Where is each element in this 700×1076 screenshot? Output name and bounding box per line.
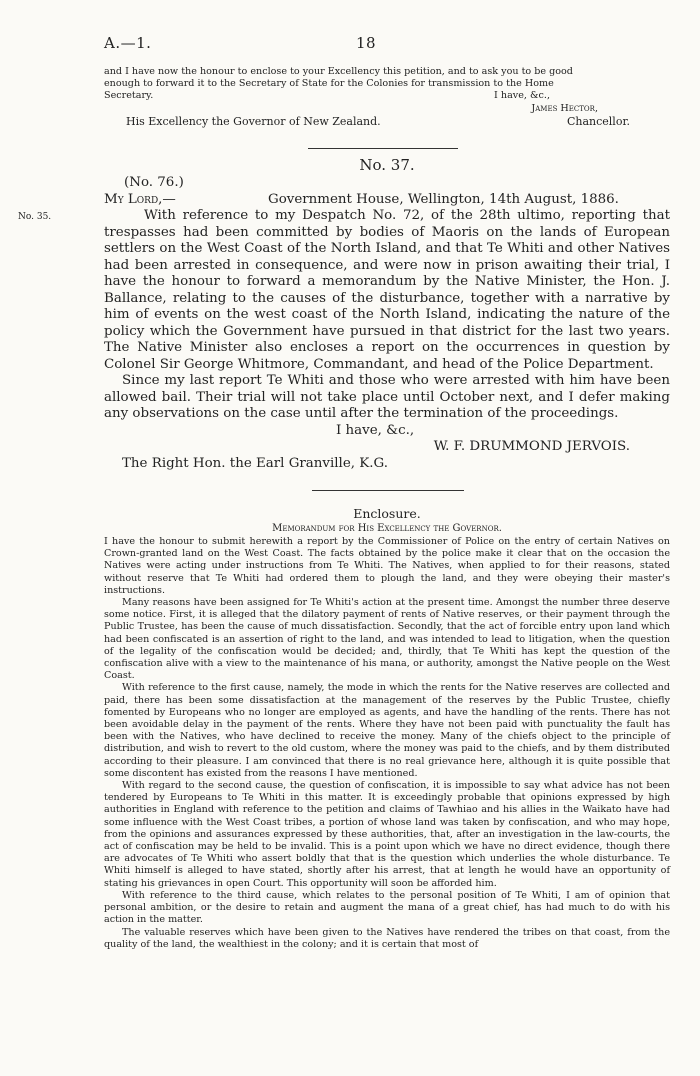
- enclosure: [104, 506, 670, 951]
- addressee-row: [104, 115, 670, 129]
- memo-paragraph: The valuable reserves which have been given to the Natives have rendered the tribes on that coast, from the quality of the land, the wealthiest in the colony; and it is certain that most of: [104, 926, 670, 950]
- signer-role: Chancellor.: [566, 114, 630, 128]
- document-number: No. 37.: [359, 156, 415, 174]
- text-line: and I have now the honour to enclose to your Excellency this petition, and to ask you to be good: [104, 66, 573, 77]
- memo-paragraph: I have the honour to submit herewith a report by the Commissioner of Police on the entry of certain Natives on Crown-granted land on the West Coast. The facts obtained by the police make it clear that on the occasion the Natives were acting under instructions from Te Whiti. The Natives, when applied to for their reasons, stated without reserve that Te Whiti had ordered them to plough the land, and they were obeying their master's instructions.: [104, 536, 670, 596]
- letter-paragraph: Since my last report Te Whiti and those who were arrested with him have been allowed bail. Their trial will not take place until October next, and I defer making any observations on the case until after the termination of the proceedings.: [104, 373, 670, 421]
- memo-paragraph: With regard to the second cause, the question of confiscation, it is impossible to say what advice has not been tendered by Europeans to Te Whiti in this matter. It is exceedingly probable that opinions expressed by high authorities in England with reference to the petition and claims of Tawhiao and his allies in the Waikato have had some influence with the West Coast tribes, a portion of whose land was taken by confiscation, and who may hope, from the opinions and assurances expressed by these authorities, that, after an investigation in the law-courts, the act of confiscation may be held to be invalid. This is a point upon which we have no direct evidence, though there are advocates of Te Whiti who assert boldly that that is the question which underlies the whole disturbance. Te Whiti himself is alleged to have stated, shortly after his arrest, that at length he would have an opportunity of stating his grievances in open Court. This opportunity will soon be afforded him.: [104, 780, 670, 889]
- previous-letter-ending: [104, 66, 670, 129]
- signer-name: James Hector,: [531, 102, 598, 114]
- memorandum-heading: Memorandum for His Excellency the Governor.: [272, 523, 502, 534]
- section-divider: [308, 148, 458, 149]
- addressee: The Right Hon. the Earl Granville, K.G.: [122, 455, 388, 471]
- signer-name: W. F. DRUMMOND JERVOIS.: [433, 439, 630, 454]
- section-divider: [312, 490, 464, 491]
- addressee: His Excellency the Governor of New Zealand.: [126, 114, 381, 128]
- memo-paragraph: With reference to the first cause, namely, the mode in which the rents for the Native reserves are collected and paid, there has been some dissatisfaction at the management of the reserves by the Public Trustee, chiefly fomented by Europeans who no longer are employed as agents, and have the handling of the rents. There has not been avoidable delay in the payment of the rents. Where they have not been paid with punctuality the fault has been with the Natives, who have declined to receive the money. Many of the chiefs object to the principle of distribution, and wish to revert to the old custom, where the money was paid to the chiefs, and by them distributed according to their pleasure. I am convinced that there is no real grievance here, although it is quite possible that some discontent has existed from the reasons I have mentioned.: [104, 682, 670, 779]
- text-line: enough to forward it to the Secretary of State for the Colonies for transmission to the Home: [104, 78, 554, 90]
- closing-phrase: I have, &c.,: [336, 422, 415, 438]
- enclosure-title: Enclosure.: [353, 506, 421, 521]
- closing-row: [104, 90, 670, 102]
- salutation-row: [104, 192, 670, 209]
- letter-no-37: [104, 155, 670, 472]
- text-line: Secretary.: [104, 90, 154, 102]
- salutation: My Lord,—: [104, 191, 176, 207]
- place-date: Government House, Wellington, 14th August, 1886.: [268, 191, 619, 207]
- closing-phrase: I have, &c.,: [494, 90, 550, 102]
- despatch-reference: (No. 76.): [124, 175, 184, 190]
- margin-note: No. 35.: [18, 212, 52, 222]
- memo-paragraph: Many reasons have been assigned for Te Whiti's action at the present time. Amongst the number three deserve some notice. First, it is alleged that the dilatory payment of rents of Native reserves, or their payment through the Public Trustee, has been the cause of much dissatisfaction. Secondly, that the act of forcible entry upon land which had been confiscated is an assertion of right to the land, and was intended to lead to litigation, when the question of the legality of the confiscation would be decided; and, thirdly, that Te Whiti has kept the question of the confiscation alive with a view to the maintenance of his mana, or authority, amongst the Native people on the West Coast.: [104, 597, 670, 682]
- letter-paragraph: With reference to my Despatch No. 72, of the 28th ultimo, reporting that trespasses had been committed by bodies of Maoris on the lands of European settlers on the West Coast of the North Island, and that Te Whiti and other Natives had been arrested in consequence, and were now in prison awaiting their trial, I have the honour to forward a memorandum by the Native Minister, the Hon. J. Ballance, relating to the causes of the disturbance, together with a narrative by him of events on the west coast of the North Island, indicating the nature of the policy which the Government have pursued in that district for the last two years. The Native Minister also encloses a report on the occurrences in question by Colonel Sir George Whitmore, Commandant, and head of the Police Department.: [104, 208, 670, 372]
- page-number: 18: [356, 34, 377, 52]
- page-header-section: A.—1.: [104, 34, 152, 52]
- memo-paragraph: With reference to the third cause, which relates to the personal position of Te Whiti, I am of opinion that personal ambition, or the desire to retain and augment the mana of a great chief, has had much to do with his action in the matter.: [104, 889, 670, 926]
